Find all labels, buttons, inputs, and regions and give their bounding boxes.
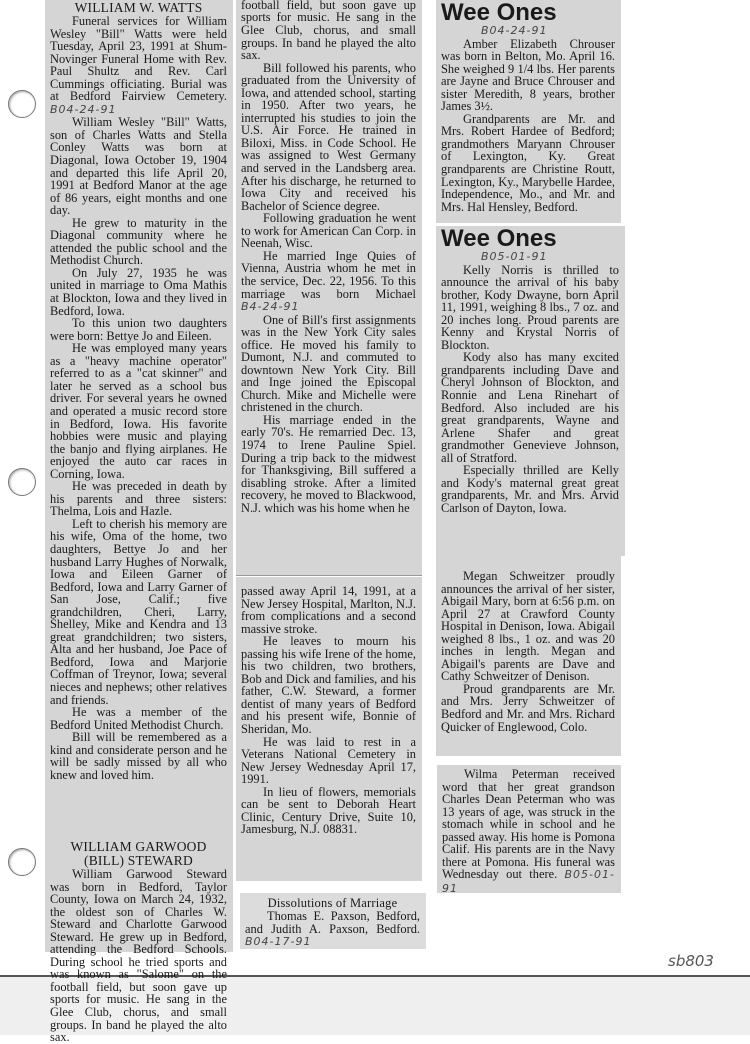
- obituary-steward-continued-2: [236, 300, 422, 576]
- wee-ones-norris: [436, 226, 625, 556]
- obituary-heading: (BILL) STEWARD: [84, 853, 193, 868]
- paragraph: Left to cherish his memory are his wife, Oma of the home, two daughters, Bettye Jo and her husband Larry Hughes of Norwalk, Iowa and Eileen Garner of Bedford, Iowa and Larry Garner of San Jose, Calif.; five grandchildren, Cheri, Larry, Shelley, Mike and Kendra and 13 great grandchildren; two sisters, Alta and her husband, Joe Pace of Bedford, Iowa and Marjorie Coffman of Treynor, Iowa; several nieces and nephews; other relatives and friends.: [50, 516, 227, 707]
- paragraph: Grandparents are Mr. and Mrs. Robert Hardee of Bedford; grandmothers Maryann Chrouser of Lexington, Ky. Great grandparents are Christine Routt, Lexington, Ky., Marybelle Hardee, Independence, Mo., and Mr. and Mrs. Hal Hensley, Bedford.: [441, 111, 615, 214]
- page-mark: sb803: [668, 952, 714, 970]
- handwritten-date: B04-17-91: [245, 935, 312, 949]
- handwritten-date: B04-24-91: [481, 24, 548, 37]
- paragraph: William Garwood Steward was born in Bedford, Taylor County, Iowa on March 24, 1932, the oldest son of Charles W. Steward and Charlotte Garwood Steward. He grew up in Bedford, attending the Bedford Schools. During school he tried sports and was known as "Salome" on the football field, but soon gave up sports for music. He sang in the Glee Club, chorus, and small groups. In band he played the alto sax.: [50, 867, 227, 1044]
- paragraph: To this union two daughters were born: Bettye Jo and Eileen.: [50, 316, 227, 343]
- paragraph: In lieu of flowers, memorials can be sent to Deborah Heart Clinic, Century Drive, Suite 10, Jamesburg, N.J. 08831.: [241, 784, 416, 837]
- paragraph: On July 27, 1935 he was united in marriage to Oma Mathis at Blockton, Iowa and they lived in Bedford, Iowa.: [50, 265, 227, 318]
- paragraph-text: Wilma Peterman received word that her great grandson Charles Dean Peterman who was 13 years of age, was struck in the stomach while in school and he passed away. His home is Pomona Calif. His parents are in the Navy there at Pomona. His funeral was Wednesday out there.: [442, 767, 615, 882]
- obituary-watts: [45, 0, 233, 836]
- section-heading: Dissolutions of Marriage: [267, 896, 398, 910]
- section-heading: Wee Ones: [441, 0, 557, 26]
- paragraph: football field, but soon gave up sports for music. He sang in the Glee Club, chorus, and small groups. In band he played the alto sax.: [241, 0, 416, 63]
- paragraph: Especially thrilled are Kelly and Kody's maternal great great grandparents, Mr. and Mrs. Arvid Carlson of Dayton, Iowa.: [441, 463, 619, 515]
- paragraph: He leaves to mourn his passing his wife Irene of the home, his two children, two brothers, Bob and Dick and families, and his father, C.W. Steward, a former dentist of many years of Bedford and his present wife, Bonnie of Sheridan, Mo.: [241, 634, 416, 737]
- paragraph: Amber Elizabeth Chrouser was born in Belton, Mo. April 16. She weighed 9 1/4 lbs. Her parents are Jayne and Bruce Chrouser and sister Meredith, 8 years, brother James 3½.: [441, 36, 615, 114]
- obituary-steward-continued: [236, 0, 422, 300]
- notice-peterman: [437, 765, 621, 893]
- wee-ones-chrouser: [436, 0, 621, 223]
- obituary-steward-end: [236, 577, 422, 881]
- paragraph: William Wesley "Bill" Watts, son of Charles Watts and Stella Conley Watts was born at Diagonal, Iowa October 19, 1904 and departed this life April 20, 1991 at Bedford Manor at the age of 86 years, eight months and one day.: [50, 115, 227, 218]
- paragraph: Megan Schweitzer proudly announces the arrival of her sister, Abigail Mary, born at 6:56 p.m. on April 27 at Crawford County Hospital in Denison, Iowa. Abigail weighed 8 lbs., 1 oz. and was 20 inches in length. Megan and Abigail's parents are Dave and Cathy Schweitzer of Denison.: [441, 569, 615, 684]
- handwritten-date: B05-01-91: [442, 868, 615, 895]
- obituary-heading: WILLIAM GARWOOD: [70, 839, 207, 854]
- paragraph-continuation: [241, 0, 416, 300]
- section-heading: Wee Ones: [441, 225, 557, 252]
- binder-hole-icon: [8, 468, 36, 496]
- handwritten-date: B05-01-91: [481, 250, 548, 263]
- paragraph: He grew to maturity in the Diagonal community where he attended the public school and the Methodist Church.: [50, 215, 227, 268]
- obituary-heading: WILLIAM W. WATTS: [74, 0, 203, 15]
- paragraph: Bill will be remembered as a kind and considerate person and he will be sadly missed by all who knew and loved him.: [50, 730, 227, 782]
- birth-announcement-schweitzer: [436, 556, 621, 756]
- paragraph: [50, 15, 227, 116]
- paragraph: [241, 300, 416, 314]
- obituary-steward-start: [45, 836, 233, 1044]
- paragraph: He married Inge Quies of Vienna, Austria whom he met in the service, Dec. 22, 1956. To this marriage was born Michael: [241, 248, 416, 300]
- paragraph: passed away April 14, 1991, at a New Jersey Hospital, Marlton, N.J. from complications and a second massive stroke.: [241, 584, 416, 636]
- paragraph: He was laid to rest in a Veterans National Cemetery in New Jersey Wednesday April 17, 1991.: [241, 734, 416, 787]
- paragraph-text: Thomas E. Paxson, Bedford, and Judith A. Paxson, Bedford.: [245, 909, 420, 936]
- paragraph: [442, 768, 615, 895]
- paragraph: He was a member of the Bedford United Methodist Church.: [50, 705, 227, 732]
- handwritten-date: B04-24-91: [50, 102, 117, 116]
- paragraph: He was preceded in death by his parents and three sisters: Thelma, Lois and Hazle.: [50, 479, 227, 519]
- paragraph: Proud grandparents are Mr. and Mrs. Jerry Schweitzer of Bedford and Mr. and Mrs. Richard Quicker of Englewood, Colo.: [441, 681, 615, 734]
- paragraph: Kelly Norris is thrilled to announce the arrival of his baby brother, Kody Dwayne, born April 11, 1991, weighing 8 lbs., 7 oz. and 20 inches long. Proud parents are Kenny and Krystal Norris of Blockton.: [441, 262, 619, 352]
- paragraph: His marriage ended in the early 70's. He remarried Dec. 13, 1974 to Irene Pauline Spiel. During a trip back to the midwest for Thanksgiving, Bill suffered a disabling stroke. After a limited recovery, he moved to Blackwood, N.J. which was his home when he: [241, 412, 416, 515]
- paragraph: Bill followed his parents, who graduated from the University of Iowa, and attended school, starting in 1950. After two years, he interrupted his studies to join the U.S. Air Force. He trained in Biloxi, Miss. in Code School. He was assigned to West Germany and served in the Landsberg area. After his discharge, he returned to Iowa City and received his Bachelor of Science degree.: [241, 60, 416, 213]
- paragraph: Following graduation he went to work for American Can Corp. in Neenah, Wisc.: [241, 211, 416, 251]
- paragraph: He was employed many years as a "heavy machine operator" referred to as a "cat skinner" and later he served as a school bus driver. For several years he owned and operated a music record store in Bedford, Iowa. His favorite hobbies were music and playing the banjo and flying airplanes. He enjoyed the auto car races in Corning, Iowa.: [50, 341, 227, 481]
- paragraph-text: Funeral services for William Wesley "Bill" Watts were held Tuesday, April 23, 1991 at Shum-Novinger Funeral Home with Rev. Paul Shultz and Rev. Carl Cummings officiating. Burial was at Bedford Fairview Cemetery.: [50, 14, 227, 104]
- handwritten-date: B4-24-91: [241, 300, 300, 313]
- paragraph: One of Bill's first assignments was in the New York City sales office. He moved his family to Dumont, N.J. and commuted to downtown New York City. Bill and Inge joined the Episcopal Church. Mike and Michelle were christened in the church.: [241, 312, 416, 415]
- paragraph: [245, 910, 420, 949]
- binder-hole-icon: [8, 848, 36, 876]
- binder-hole-icon: [8, 90, 36, 118]
- paragraph: Kody also has many excited grandparents including Dave and Cheryl Johnson of Blockton, and Ronnie and Lena Rinehart of Bedford. Also included are his great grandparents, Wayne and Arlene Shafer and great grandmother Genevieve Johnson, all of Stratford.: [441, 350, 619, 465]
- dissolutions-of-marriage: [240, 893, 426, 949]
